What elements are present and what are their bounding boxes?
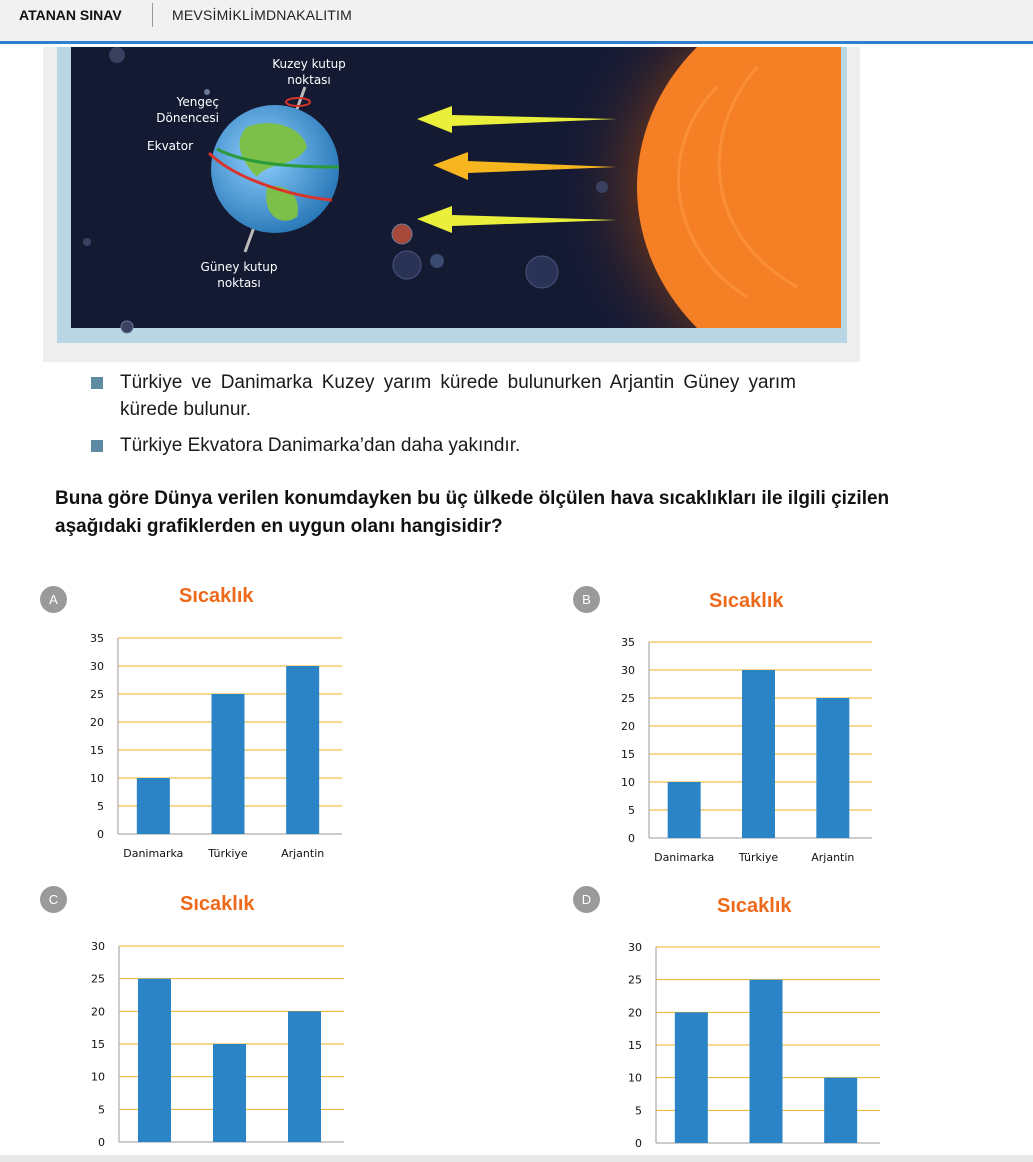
option-c-badge[interactable]: C [40,886,67,913]
y-tick-label: 5 [635,1104,642,1118]
tropic-label-1: Yengeç [176,95,219,109]
y-tick-label: 20 [90,716,104,729]
x-tick-label: Türkiye [738,851,779,864]
tropic-label-2: Dönencesi [156,111,219,125]
y-tick-label: 30 [91,940,105,953]
x-tick-label: Danimarka [654,851,715,864]
y-tick-label: 5 [98,1103,105,1117]
y-tick-label: 10 [621,776,635,789]
bar [750,980,783,1143]
x-tick-label: Arjantin [281,847,325,860]
x-tick-label: Türkiye [208,847,248,860]
y-tick-label: 30 [628,941,642,954]
y-tick-label: 0 [628,832,635,845]
tab-assigned-exam[interactable]: ATANAN SINAV [19,7,122,23]
y-tick-label: 10 [91,1070,105,1084]
option-d-badge[interactable]: D [573,886,600,913]
x-tick-label: Arjantin [811,851,855,864]
y-tick-label: 15 [90,744,104,757]
y-tick-label: 0 [97,828,104,841]
chart-c-title: Sıcaklık [180,893,255,915]
bottom-scroll-strip [0,1155,1033,1162]
y-tick-label: 10 [90,772,104,785]
y-tick-label: 15 [628,1039,642,1052]
exam-title: MEVSİMİKLİMDNAKALITIM [172,7,353,23]
y-tick-label: 20 [621,720,635,733]
y-tick-label: 20 [91,1005,105,1019]
south-pole-label-1: Güney kutup [200,260,278,274]
y-tick-label: 15 [621,748,635,761]
y-tick-label: 15 [91,1038,105,1051]
bar [675,1012,708,1143]
y-tick-label: 25 [628,973,642,987]
y-tick-label: 25 [91,972,105,986]
y-tick-label: 5 [97,800,104,813]
y-tick-label: 25 [621,692,635,705]
equator-label: Ekvator [147,139,193,153]
y-tick-label: 0 [635,1137,642,1150]
statement-text: Türkiye Ekvatora Danimarka’dan daha yakındır. [120,435,521,456]
y-tick-label: 35 [621,636,635,649]
chart-a-title: Sıcaklık [179,585,254,607]
north-pole-label-2: noktası [287,73,331,87]
north-pole-label-1: Kuzey kutup [272,57,346,71]
y-tick-label: 20 [628,1006,642,1020]
option-a-badge[interactable]: A [40,586,67,613]
y-tick-label: 25 [90,688,104,701]
y-tick-label: 30 [90,660,104,673]
statement-text: Türkiye ve Danimarka Kuzey yarım kürede bulunurken Arjantin Güney yarım kürede bulunur. [120,372,796,420]
bar [824,1078,857,1143]
option-b-badge[interactable]: B [573,586,600,613]
y-tick-label: 5 [628,804,635,817]
chart-b-title: Sıcaklık [709,590,784,612]
x-tick-label: Danimarka [123,847,184,860]
y-tick-label: 0 [98,1136,105,1149]
question-text: Buna göre Dünya verilen konumdayken bu üç ülkede ölçülen hava sıcaklıkları ile ilgili çizilen aşağıdaki grafiklerden en uygun olanı hangisidir? [55,488,890,537]
y-tick-label: 30 [621,664,635,677]
y-tick-label: 35 [90,632,104,645]
y-tick-label: 10 [628,1071,642,1085]
chart-d-title: Sıcaklık [717,895,792,917]
south-pole-label-2: noktası [217,276,261,290]
